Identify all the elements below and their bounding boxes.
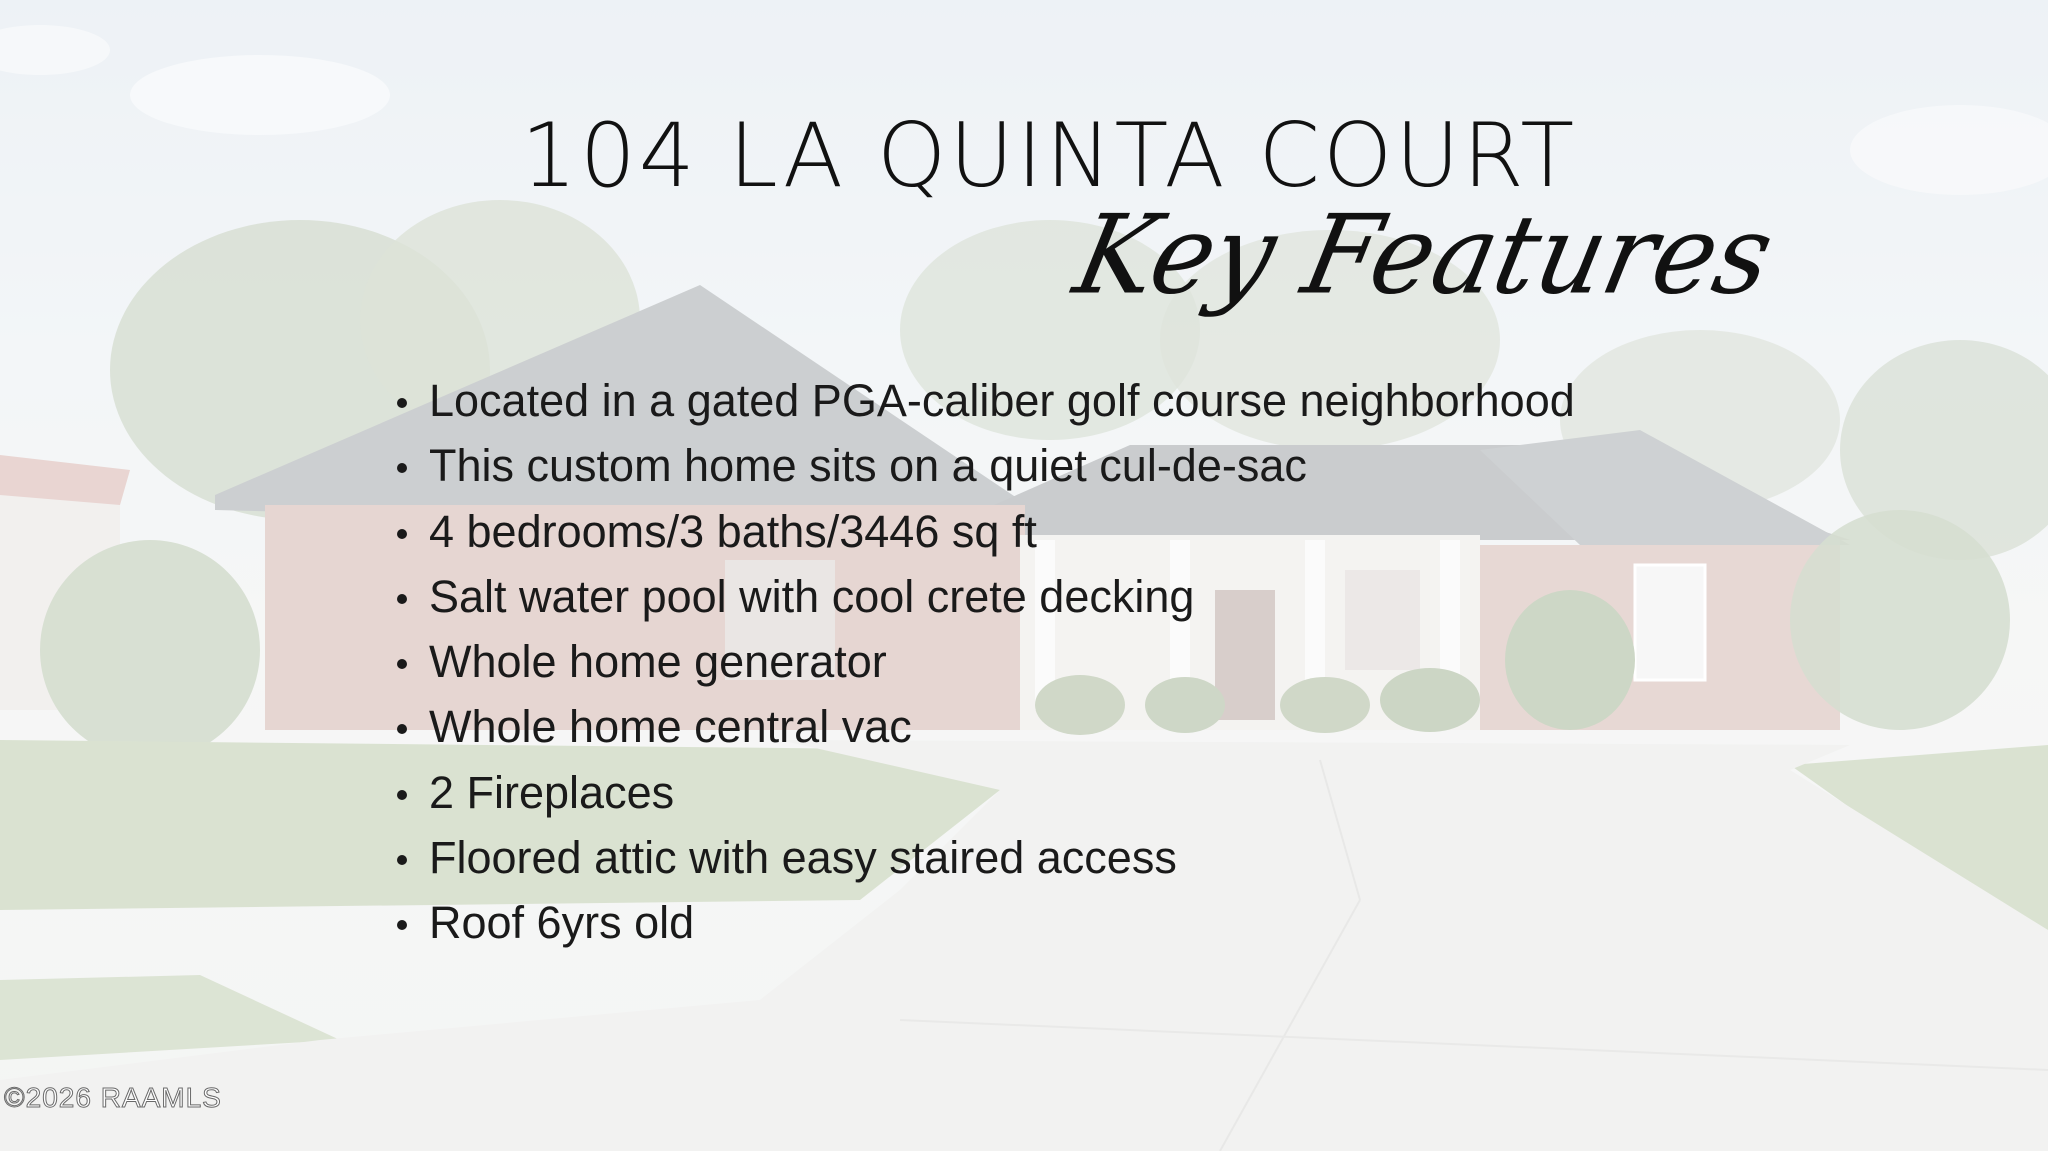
feature-text: Whole home generator	[429, 636, 887, 688]
bullet-icon	[397, 920, 407, 930]
bullet-icon	[397, 594, 407, 604]
feature-text: Located in a gated PGA-caliber golf course neighborhood	[429, 375, 1575, 426]
feature-text: Floored attic with easy staired access	[429, 832, 1177, 884]
bullet-icon	[397, 463, 407, 473]
bullet-icon	[397, 529, 407, 539]
feature-item	[393, 694, 1643, 759]
feature-item	[393, 825, 1643, 890]
feature-text: Whole home central vac	[429, 701, 912, 753]
feature-item	[393, 433, 1643, 498]
bullet-icon	[397, 790, 407, 800]
feature-list	[393, 368, 1643, 956]
copyright-watermark: ©2026 RAAMLS	[4, 1082, 222, 1113]
feature-item	[393, 890, 1643, 955]
bullet-icon	[397, 724, 407, 734]
bullet-icon	[397, 855, 407, 865]
feature-text: 2 Fireplaces	[429, 766, 675, 818]
feature-text: Roof 6yrs old	[429, 897, 695, 949]
feature-item	[393, 629, 1643, 694]
property-address-title: 104 LA QUINTA COURT	[520, 104, 1578, 207]
feature-item	[393, 368, 1643, 433]
feature-item	[393, 499, 1643, 564]
feature-text: 4 bedrooms/3 baths/3446 sq ft	[429, 505, 1037, 557]
bullet-icon	[397, 659, 407, 669]
bullet-icon	[397, 398, 407, 408]
feature-item	[393, 760, 1643, 825]
feature-text: Salt water pool with cool crete decking	[429, 570, 1195, 622]
key-features-script-heading: Key Features	[1064, 190, 1784, 319]
feature-text: This custom home sits on a quiet cul-de-sac	[429, 440, 1307, 492]
feature-item	[393, 564, 1643, 629]
